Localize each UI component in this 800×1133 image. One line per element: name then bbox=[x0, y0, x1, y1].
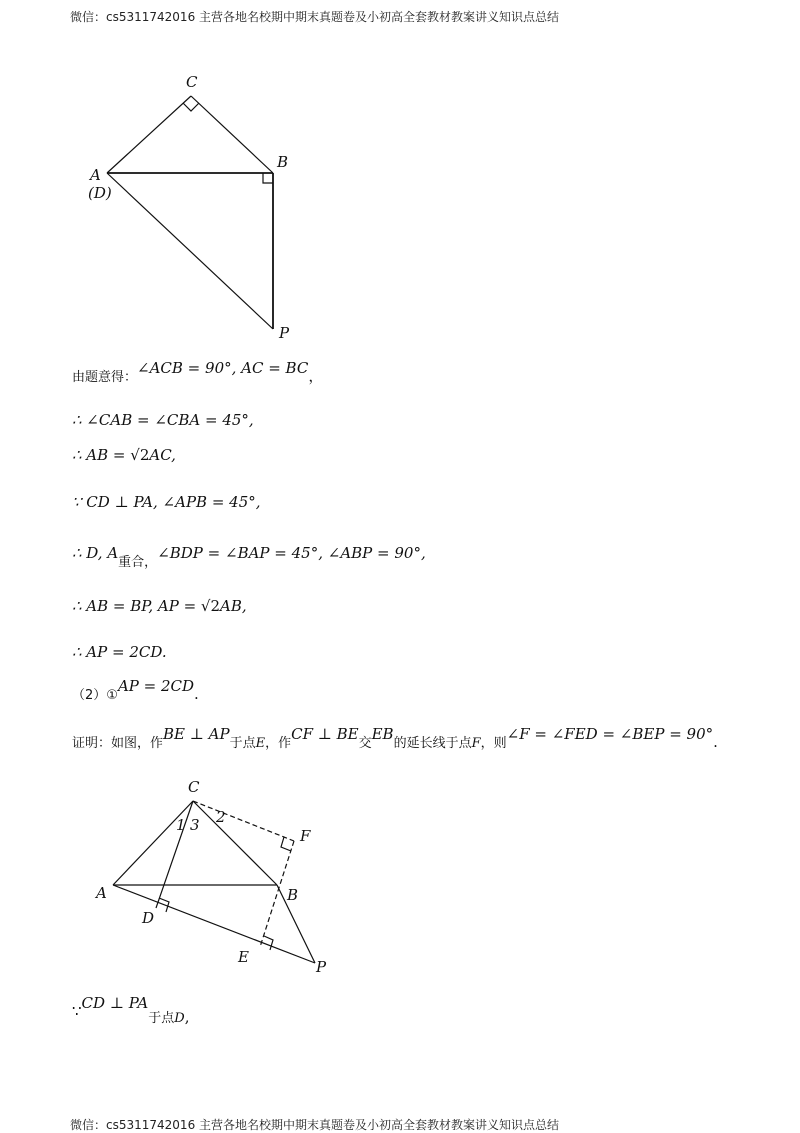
label-f: F bbox=[300, 827, 311, 845]
label-e: E bbox=[238, 948, 249, 966]
step-5-sqrt: √2 bbox=[200, 597, 221, 615]
step-4 bbox=[72, 543, 426, 570]
label-c: C bbox=[188, 778, 200, 796]
proof-m2: CF ⊥ BE bbox=[291, 725, 359, 743]
last-math: CD ⊥ PA bbox=[81, 994, 149, 1012]
step-5 bbox=[72, 597, 247, 615]
segment-ap bbox=[107, 173, 273, 329]
label-d: (D) bbox=[88, 184, 112, 202]
label-a: A bbox=[90, 166, 101, 184]
proof-line bbox=[72, 724, 718, 751]
part-2-math: AP = 2CD bbox=[117, 677, 195, 695]
figure-1-diagram bbox=[70, 70, 330, 350]
last-comma: , bbox=[184, 1008, 190, 1026]
part-2-prefix: （2）① bbox=[72, 688, 118, 703]
proof-m1: BE ⊥ AP bbox=[163, 725, 230, 743]
last-because: ∵ bbox=[72, 1002, 82, 1020]
given-line bbox=[72, 359, 324, 386]
label-angle-1: 1 bbox=[176, 816, 186, 834]
given-math: ∠ACB = 90°, AC = BC bbox=[137, 359, 309, 377]
label-p: P bbox=[316, 958, 327, 976]
proof-t3: 的延长线于点 bbox=[393, 736, 472, 751]
last-cn: 于点 bbox=[148, 1011, 175, 1026]
label-angle-3: 3 bbox=[190, 816, 200, 834]
given-prefix: 由题意得： bbox=[72, 370, 138, 385]
step-4-cn: 重合， bbox=[118, 555, 158, 570]
last-line bbox=[72, 993, 190, 1026]
right-angle-mark-f bbox=[281, 837, 291, 851]
label-d: D bbox=[142, 909, 155, 927]
page-footer: 微信：cs5311742016 主营各地名校期中期末真题卷及小初高全套教材教案讲义知识点总结 bbox=[70, 1118, 560, 1132]
label-b: B bbox=[287, 886, 299, 904]
label-c: C bbox=[186, 73, 198, 91]
label-p: P bbox=[279, 324, 290, 342]
step-5-post: AB, bbox=[220, 597, 247, 615]
right-angle-mark-e bbox=[264, 936, 273, 950]
right-angle-mark-c bbox=[183, 103, 199, 111]
segment-ca bbox=[113, 801, 193, 885]
proof-t1: 于点 bbox=[229, 736, 256, 751]
proof-prefix: 证明：如图，作 bbox=[72, 736, 164, 751]
part-2-suffix: . bbox=[194, 685, 199, 703]
step-2-post: AC, bbox=[149, 446, 176, 464]
segment-cb bbox=[193, 801, 277, 885]
label-angle-2: 2 bbox=[216, 808, 226, 826]
proof-t1b: ，作 bbox=[265, 736, 292, 751]
proof-t2: 交 bbox=[358, 736, 372, 751]
label-a: A bbox=[96, 884, 107, 902]
proof-m4: ∠F = ∠FED = ∠BEP = 90° bbox=[506, 725, 714, 743]
step-4-b: ∠BDP = ∠BAP = 45°, ∠ABP = 90°, bbox=[157, 544, 426, 562]
step-5-pre: ∴ AB = BP, AP = bbox=[72, 597, 201, 615]
step-2-pre: ∴ AB = bbox=[72, 446, 131, 464]
step-6: ∴ AP = 2CD. bbox=[72, 643, 167, 661]
step-2 bbox=[72, 446, 176, 464]
step-2-sqrt: √2 bbox=[130, 446, 150, 464]
step-4-a: ∴ D, A bbox=[72, 544, 119, 562]
proof-v1: E bbox=[255, 736, 266, 751]
figure-2-diagram bbox=[80, 770, 360, 980]
proof-end: . bbox=[713, 733, 718, 751]
segment-cd bbox=[156, 801, 193, 908]
segment-ac bbox=[107, 96, 191, 173]
step-3: ∵ CD ⊥ PA, ∠APB = 45°, bbox=[72, 493, 261, 511]
given-suffix: ， bbox=[308, 367, 324, 385]
segment-cf bbox=[193, 801, 294, 841]
proof-t4: ，则 bbox=[480, 736, 507, 751]
part-2-line bbox=[72, 676, 199, 703]
segment-cb bbox=[191, 96, 273, 173]
proof-m3: EB bbox=[371, 725, 394, 743]
page-header: 微信：cs5311742016 主营各地名校期中期末真题卷及小初高全套教材教案讲义知识点总结 bbox=[70, 10, 560, 24]
proof-v2: F bbox=[471, 736, 481, 751]
label-b: B bbox=[277, 153, 289, 171]
last-var: D bbox=[174, 1011, 185, 1026]
step-1: ∴ ∠CAB = ∠CBA = 45°, bbox=[72, 411, 254, 429]
right-angle-mark-b bbox=[263, 173, 273, 183]
